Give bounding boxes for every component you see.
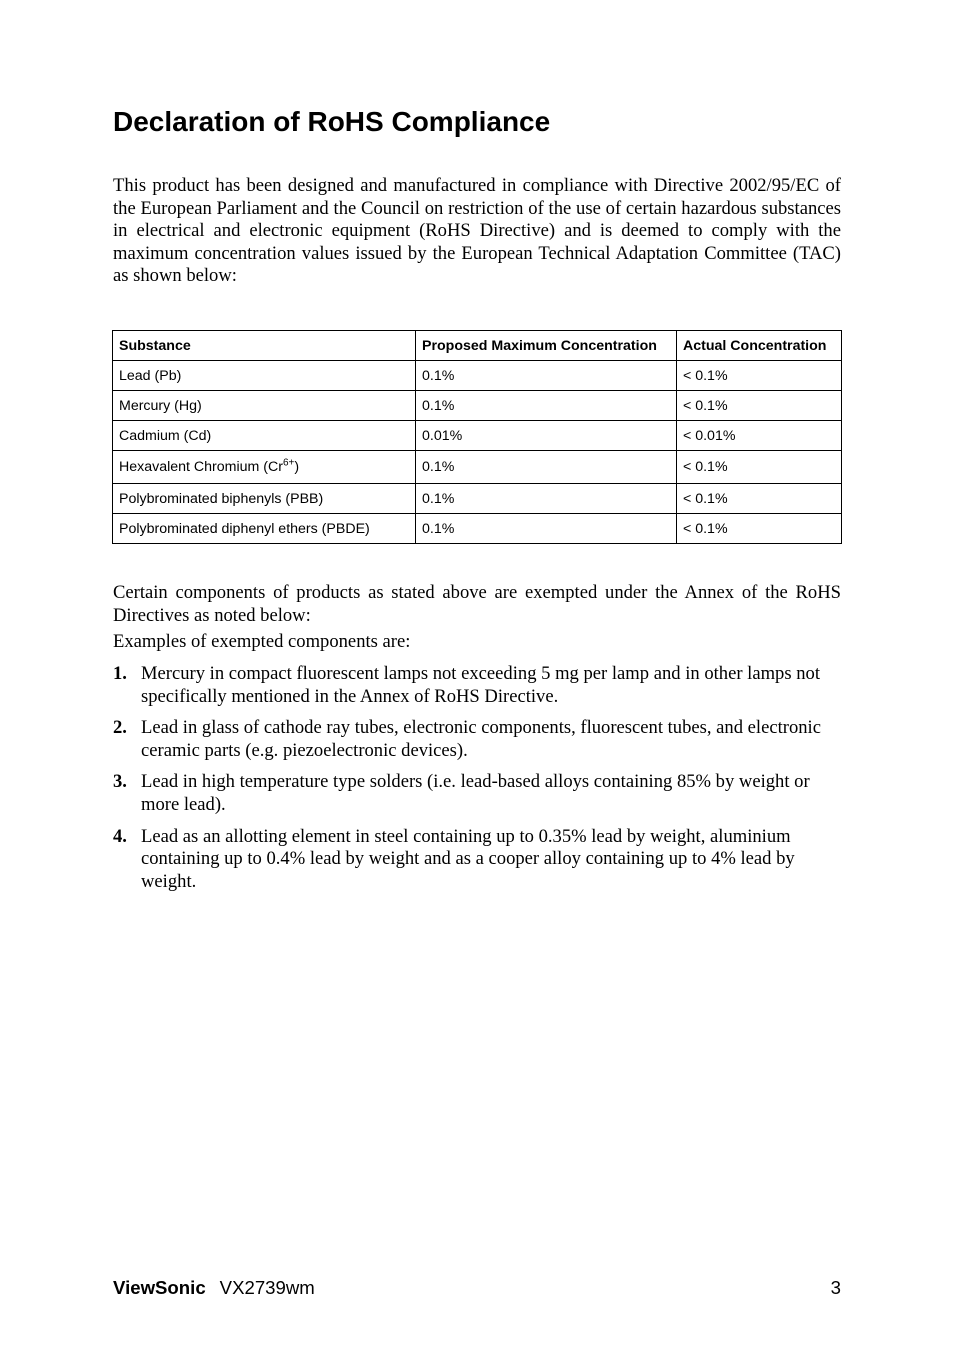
- list-item: [113, 717, 841, 762]
- table-row: [113, 391, 842, 421]
- proposed-cell: 0.1%: [416, 484, 677, 514]
- list-item: [113, 826, 841, 894]
- substance-cell: Lead (Pb): [113, 361, 416, 391]
- list-item: [113, 663, 841, 708]
- proposed-cell: 0.1%: [416, 451, 677, 484]
- table-row: [113, 514, 842, 544]
- intro-paragraph: This product has been designed and manufactured in compliance with Directive 2002/95/EC of the European Parliament and the Council on restriction of the use of certain hazardous substances in electrical and electronic equipment (RoHS Directive) and is deemed to comply with the maximum concentration values issued by the European Technical Adaptation Committee (TAC) as shown below:: [113, 175, 841, 287]
- table-row: [113, 484, 842, 514]
- table-row: [113, 451, 842, 484]
- actual-cell: < 0.1%: [677, 514, 842, 544]
- proposed-cell: 0.1%: [416, 514, 677, 544]
- page-number: 3: [830, 1277, 841, 1298]
- page-footer: [113, 1277, 841, 1299]
- table-row: [113, 421, 842, 451]
- substance-table: [112, 330, 842, 544]
- exempted-components-list: [113, 663, 841, 902]
- list-item-text: Mercury in compact fluorescent lamps not exceeding 5 mg per lamp and in other lamps not specifically mentioned in the Annex of RoHS Directive.: [141, 663, 820, 707]
- actual-cell: < 0.1%: [677, 484, 842, 514]
- list-item-number: 1.: [113, 663, 127, 684]
- substance-cell: Polybrominated biphenyls (PBB): [113, 484, 416, 514]
- proposed-cell: 0.1%: [416, 361, 677, 391]
- substance-suffix: ): [294, 459, 300, 475]
- table-row: [113, 361, 842, 391]
- table-header-row: [113, 331, 842, 361]
- actual-cell: < 0.01%: [677, 421, 842, 451]
- examples-heading: Examples of exempted components are:: [113, 631, 411, 652]
- substance-text: Hexavalent Chromium (Cr: [119, 459, 283, 475]
- column-header-substance: Substance: [113, 331, 416, 361]
- list-item-text: Lead in high temperature type solders (i.e. lead-based alloys containing 85% by weight or more lead).: [141, 771, 810, 815]
- substance-cell: Cadmium (Cd): [113, 421, 416, 451]
- actual-cell: < 0.1%: [677, 451, 842, 484]
- model-name: VX2739wm: [219, 1277, 315, 1298]
- actual-cell: < 0.1%: [677, 391, 842, 421]
- list-item-number: 4.: [113, 825, 127, 847]
- list-item-text: Lead as an allotting element in steel containing up to 0.35% lead by weight, aluminium containing up to 0.4% lead by weight and as a cooper alloy containing up to 4% lead by weight.: [141, 825, 795, 892]
- page-title: Declaration of RoHS Compliance: [113, 106, 551, 137]
- proposed-cell: 0.01%: [416, 421, 677, 451]
- column-header-actual: Actual Concentration: [677, 331, 842, 361]
- list-item-number: 2.: [113, 717, 127, 739]
- oxidation-state-superscript: 6+: [283, 457, 295, 469]
- substance-cell: [113, 451, 416, 484]
- list-item-number: 3.: [113, 771, 127, 793]
- column-header-proposed: Proposed Maximum Concentration: [416, 331, 677, 361]
- brand-name: ViewSonic: [113, 1277, 206, 1298]
- list-item-text: Lead in glass of cathode ray tubes, electronic components, fluorescent tubes, and electronic ceramic parts (e.g. piezoelectronic devices).: [141, 717, 821, 761]
- exemption-note: Certain components of products as stated above are exempted under the Annex of the RoHS Directives as noted below:: [113, 582, 841, 626]
- substance-cell: Mercury (Hg): [113, 391, 416, 421]
- substance-cell: Polybrominated diphenyl ethers (PBDE): [113, 514, 416, 544]
- list-item: [113, 771, 841, 816]
- actual-cell: < 0.1%: [677, 361, 842, 391]
- proposed-cell: 0.1%: [416, 391, 677, 421]
